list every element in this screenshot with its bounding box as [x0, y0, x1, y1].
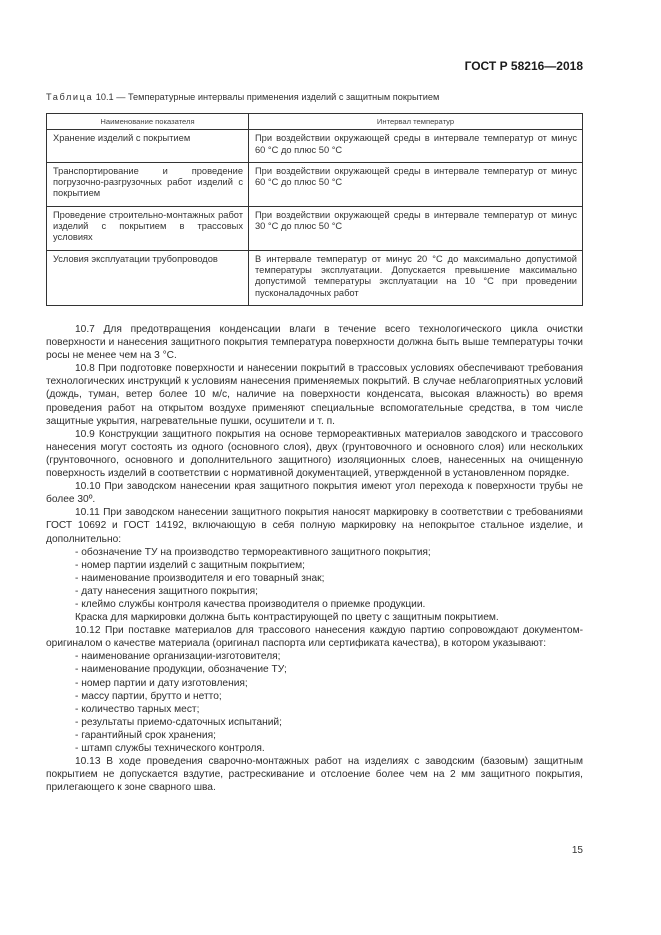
list-item: - штамп службы технического контроля. — [75, 743, 265, 754]
clause-10-11: 10.11 При заводском нанесении защитного покрытия наносят маркировку в соответствии с требованиями ГОСТ 10692 и ГОСТ 14192, включающую в себя полную маркировку на непокрытое стальное изделие, и дополнительно: — [46, 507, 583, 545]
table-row — [47, 162, 583, 206]
clause-10-7: 10.7 Для предотвращения конденсации влаги в течение всего технологического цикла очистки поверхности и нанесения защитного покрытия температура поверхности должна быть выше температуры точки росы не менее чем на 3 °С. — [46, 324, 583, 362]
temperature-intervals-table — [46, 113, 583, 306]
list-item: - дату нанесения защитного покрытия; — [75, 585, 259, 597]
clause-10-8: 10.8 При подготовке поверхности и нанесении покрытий в трассовых условиях обеспечивают требования технологических инструкций к условиям нанесения применяемых покрытий. В случае неблагоприятных условий (дождь, туман, ветер более 10 м/с, наличие на поверхности конденсата, высокая влажность) во время проведения работ на открытом воздухе применяют специальные вспомогательные средства, в том числе защитные укрытия, нагревательные пушки, осушители и т. п. — [46, 363, 583, 427]
table-cell-indicator: Хранение изделий с покрытием — [47, 130, 249, 163]
list-item: - наименование организации-изготовителя; — [75, 651, 281, 663]
column-header-interval: Интервал температур — [249, 114, 583, 130]
table-caption-text: 10.1 — Температурные интервалы применения изделий с защитным покрытием — [93, 92, 440, 102]
table-header-row — [47, 114, 583, 130]
table-cell-interval: В интервале температур от минус 20 °С до максимально допустимой температуры эксплуатации. Допускается превышение максимально допустимой температуры эксплуатации на 10 °С при проведении пусконаладочных работ — [249, 250, 583, 305]
table-cell-interval: При воздействии окружающей среды в интервале температур от минус 60 °С до плюс 50 °С — [249, 130, 583, 163]
column-header-indicator: Наименование показателя — [47, 114, 249, 130]
list-item: - количество тарных мест; — [75, 703, 200, 715]
clause-10-13: 10.13 В ходе проведения сварочно-монтажных работ на изделиях с заводским (базовым) защитным покрытием не допускается вздутие, растрескивание и отслоение более чем на 2 мм защитного покрытия, прилегающего к зоне сварного шва. — [46, 756, 583, 794]
table-cell-indicator: Транспортирование и проведение погрузочно-разгрузочных работ изделий с покрытием — [47, 162, 249, 206]
table-row — [47, 206, 583, 250]
page-number: 15 — [571, 845, 583, 856]
list-item: - наименование продукции, обозначение ТУ; — [75, 664, 287, 676]
list-item: - клеймо службы контроля качества производителя о приемке продукции. — [75, 598, 426, 610]
clause-10-11-note: Краска для маркировки должна быть контрастирующей по цвету с защитным покрытием. — [75, 612, 499, 624]
table-row — [47, 250, 583, 305]
table-cell-interval: При воздействии окружающей среды в интервале температур от минус 60 °С до плюс 50 °С — [249, 162, 583, 206]
list-item: - наименование производителя и его товарный знак; — [75, 572, 325, 584]
standard-designation: ГОСТ Р 58216—2018 — [464, 59, 583, 73]
list-item: - гарантийный срок хранения; — [75, 729, 216, 741]
list-item: - результаты приемо-сдаточных испытаний; — [75, 716, 282, 728]
list-item: - номер партии изделий с защитным покрытием; — [75, 559, 306, 571]
list-item: - массу партии, брутто и нетто; — [75, 690, 222, 702]
table-row — [47, 130, 583, 163]
document-body — [46, 323, 583, 794]
clause-10-9: 10.9 Конструкции защитного покрытия на основе термореактивных материалов заводского и трассового нанесения могут состоять из одного (основного слоя), двух (грунтовочного и основного слоя) или нескольких (грунтовочного, основного и дополнительного защитного) изоляционных слоев, нанесенных на очищенную поверхность изделий в соответствии с нормативной документацией, утвержденной в установленном порядке. — [46, 428, 583, 480]
list-item: - обозначение ТУ на производство термореактивного защитного покрытия; — [75, 546, 431, 558]
table-cell-indicator: Условия эксплуатации трубопроводов — [47, 250, 249, 305]
table-cell-indicator: Проведение строительно-монтажных работ изделий с покрытием в трассовых условиях — [47, 206, 249, 250]
clause-10-10: 10.10 При заводском нанесении края защитного покрытия имеют угол перехода к поверхности трубы не более 30º. — [46, 481, 583, 506]
clause-10-12: 10.12 При поставке материалов для трассового нанесения каждую партию сопровождают документом-оригиналом о качестве материала (оригинал паспорта или сертификата качества), в котором указывают: — [46, 625, 583, 650]
table-caption-prefix: Таблица — [46, 92, 94, 102]
list-item: - номер партии и дату изготовления; — [75, 677, 248, 689]
table-cell-interval: При воздействии окружающей среды в интервале температур от минус 30 °С до плюс 50 °С — [249, 206, 583, 250]
table-caption — [46, 92, 439, 102]
